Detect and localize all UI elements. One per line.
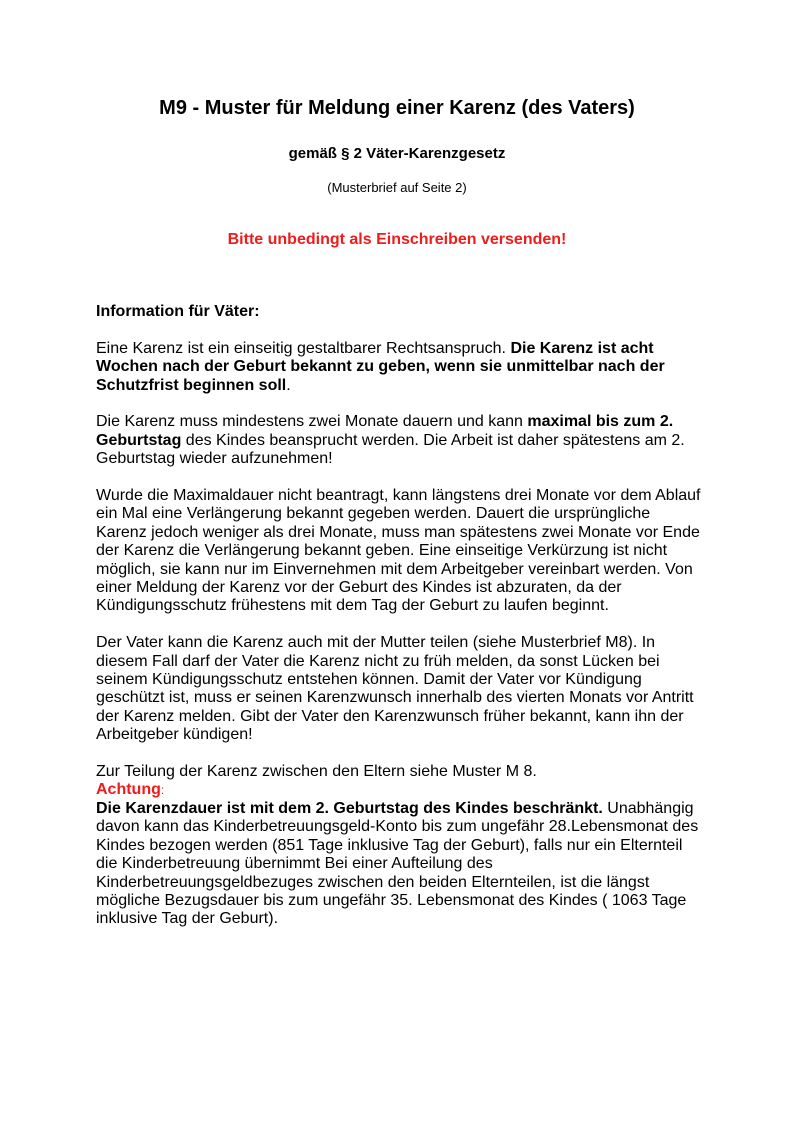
- info-heading: Information für Väter:: [96, 303, 260, 320]
- paragraph-6-bold: Die Karenzdauer ist mit dem 2. Geburtstag des Kindes beschränkt.: [96, 799, 603, 817]
- paragraph-3: Wurde die Maximaldauer nicht beantragt, kann längstens drei Monate vor dem Ablauf ein Mal eine Verlängerung bekannt gegeben werden. Dauert die ursprüngliche Karenz jedoch weniger als drei Monate, muss man spätestens zwei Monate vor Ende der Karenz die Verlängerung bekannt geben. Eine einseitige Verkürzung ist nicht möglich, sie kann nur im Einvernehmen mit dem Arbeitgeber vereinbart werden. Von einer Meldung der Karenz vor der Geburt des Kindes ist abzuraten, da der Kündigungsschutz frühestens mit dem Tag der Geburt zu laufen beginnt.: [96, 487, 701, 615]
- document-body: [96, 303, 702, 929]
- achtung-heading: [96, 781, 702, 799]
- page-subtitle: gemäß § 2 Väter-Karenzgesetz: [288, 145, 506, 162]
- achtung-label: Achtung: [96, 781, 161, 799]
- paragraph-2-text: Die Karenz muss mindestens zwei Monate dauern und kann: [96, 413, 528, 431]
- paragraph-1-bold: Die Karenz ist acht Wochen nach der Geburt bekannt zu geben, wenn sie unmittelbar nach der Schutzfrist beginnen soll: [96, 339, 665, 394]
- paragraph-1-text: Eine Karenz ist ein einseitig gestaltbarer Rechtsanspruch.: [96, 339, 511, 357]
- paragraph-2-bold: maximal bis zum 2. Geburtstag: [96, 413, 674, 449]
- paragraph-1-end: .: [286, 376, 291, 394]
- paragraph-6-text: Unabhängig davon kann das Kinderbetreuungsgeld-Konto bis zum ungefähr 28.Lebensmonat des Kindes bezogen werden (851 Tage inklusive Tag der Geburt), falls nur ein Elternteil die Kinderbetreuung übernimmt Bei einer Aufteilung des Kinderbetreuungsgeldbezuges zwischen den beiden Elternteilen, ist die längst mögliche Bezugsdauer bis zum ungefähr 35. Lebensmonat des Kindes ( 1063 Tage inklusive Tag der Geburt).: [96, 799, 699, 928]
- paragraph-5: Zur Teilung der Karenz zwischen den Eltern siehe Muster M 8.: [96, 763, 537, 781]
- paragraph-2: [96, 413, 702, 468]
- paragraph-1: [96, 340, 702, 395]
- paragraph-6: [96, 800, 702, 929]
- registered-mail-warning: Bitte unbedingt als Einschreiben versenden!: [227, 231, 567, 248]
- page-title: M9 - Muster für Meldung einer Karenz (des Vaters): [159, 97, 635, 119]
- page-note: (Musterbrief auf Seite 2): [327, 180, 467, 195]
- achtung-colon: :: [160, 783, 165, 798]
- paragraph-2-end: des Kindes beansprucht werden. Die Arbeit ist daher spätestens am 2. Geburtstag wieder aufzunehmen!: [96, 431, 685, 468]
- paragraph-4: Der Vater kann die Karenz auch mit der Mutter teilen (siehe Musterbrief M8). In diesem Fall darf der Vater die Karenz nicht zu früh melden, da sonst Lücken bei seinem Kündigungsschutz entstehen können. Damit der Vater vor Kündigung geschützt ist, muss er seinen Karenzwunsch innerhalb des vierten Monats vor Antritt der Karenz melden. Gibt der Vater den Karenzwunsch früher bekannt, kann ihn der Arbeitgeber kündigen!: [96, 634, 694, 744]
